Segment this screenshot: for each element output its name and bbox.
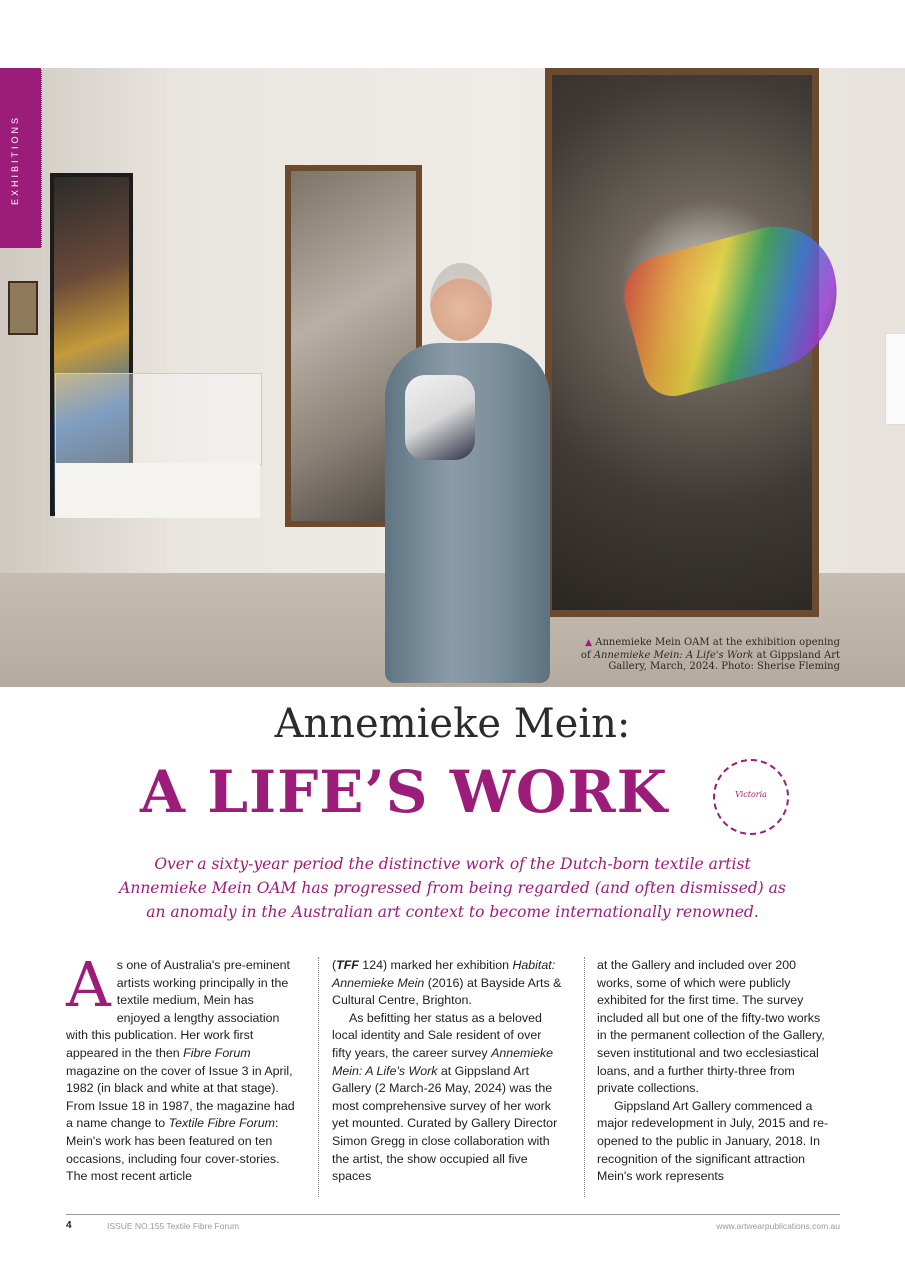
body-column-2 — [332, 957, 564, 1186]
col2-p2-text-2: at Gippsland Art Gallery (2 March-26 May, 2024) was the most comprehensive survey of her work yet mounted. Curated by Gallery Director Simon Gregg in close collaboration with the artist, the show occupied all five spaces — [332, 1063, 558, 1184]
hero-photo — [0, 68, 905, 687]
col1-text-3: : Mein's work has been featured on ten occasions, including four cover-stories. The most recent article — [66, 1116, 280, 1184]
caption-suffix: at Gippsland Art — [753, 649, 840, 661]
caption-prefix: of — [580, 649, 594, 661]
display-case-base — [55, 463, 260, 518]
caption-line1: Annemieke Mein OAM at the exhibition opening — [595, 637, 840, 648]
col1-italic-1: Fibre Forum — [183, 1045, 251, 1060]
col3-paragraph-1: at the Gallery and included over 200 works, some of which were publicly exhibited for the first time. The survey included all but one of the fifty-two works in the permanent collection of the Gallery, seven institutional and two ecclesiastical loans, and a further thirty-three from private collections. — [597, 958, 825, 1096]
col3-paragraph-2: Gippsland Art Gallery commenced a major redevelopment in July, 2015 and re-opened to the public in January, 2018. In recognition of the significant attraction Mein's work represents — [597, 1098, 829, 1184]
display-case — [55, 373, 262, 465]
col1-text-1: s one of Australia's pre-eminent artists working principally in the textile medium, Mein has enjoyed a lengthy association with this publication. Her work first appeared in the then — [66, 958, 290, 1060]
artwork-small — [8, 281, 38, 335]
wall-label — [885, 333, 905, 425]
col2-p1-text-2: (2016) at Bayside Arts & Cultural Centre, Brighton. — [332, 975, 562, 1008]
caption-line3: Gallery, March, 2024. Photo: Sherise Fleming — [608, 661, 840, 672]
location-stamp-text: Victoria — [735, 790, 767, 799]
artist-scarf — [405, 375, 475, 460]
page-number: 4 — [66, 1220, 72, 1231]
col2-p1-italic: Habitat: Annemieke Mein — [332, 958, 556, 990]
col1-italic-2: Textile Fibre Forum — [168, 1116, 275, 1131]
section-tab-label: EXHIBITIONS — [10, 115, 20, 206]
footer-url: www.artwearpublications.com.au — [716, 1221, 840, 1231]
col2-open-paren: ( — [332, 958, 337, 972]
col2-p1-text-1: 124) marked her exhibition — [358, 958, 513, 972]
caption-triangle-icon: ▲ — [585, 638, 593, 648]
artist-head — [430, 263, 492, 341]
intro-standfirst: Over a sixty-year period the distinctive work of the Dutch-born textile artist Annemieke Mein OAM has progressed from being regarded (and often dismissed) as an anomaly in the Australian art context to become internationally renowned. — [119, 855, 786, 921]
col2-p2-text-1: As befitting her status as a beloved local identity and Sale resident of over fifty years, the career survey — [332, 1010, 542, 1060]
section-tab-divider — [41, 68, 42, 248]
dropcap: A — [66, 948, 111, 1021]
footer-rule — [66, 1214, 840, 1215]
column-divider-1 — [318, 957, 319, 1197]
title-line2: A LIFE’S WORK — [140, 758, 669, 826]
photo-caption — [560, 637, 840, 673]
body-column-3 — [597, 957, 829, 1186]
col2-p2-italic: Annemieke Mein: A Life's Work — [332, 1045, 554, 1078]
body-column-1 — [66, 948, 298, 1186]
location-stamp — [713, 759, 789, 835]
footer-issue: ISSUE NO.155 Textile Fibre Forum — [107, 1221, 240, 1231]
title-line1: Annemieke Mein: — [274, 701, 631, 747]
column-divider-2 — [584, 957, 585, 1197]
caption-title: Annemieke Mein: A Life's Work — [593, 649, 754, 661]
artist-figure — [385, 263, 550, 683]
col2-bold-abbrev: TFF — [336, 958, 359, 972]
col1-text-2: magazine on the cover of Issue 3 in April, 1982 (in black and white at that stage). From Issue 18 in 1987, the magazine had a name change to — [66, 1063, 295, 1131]
